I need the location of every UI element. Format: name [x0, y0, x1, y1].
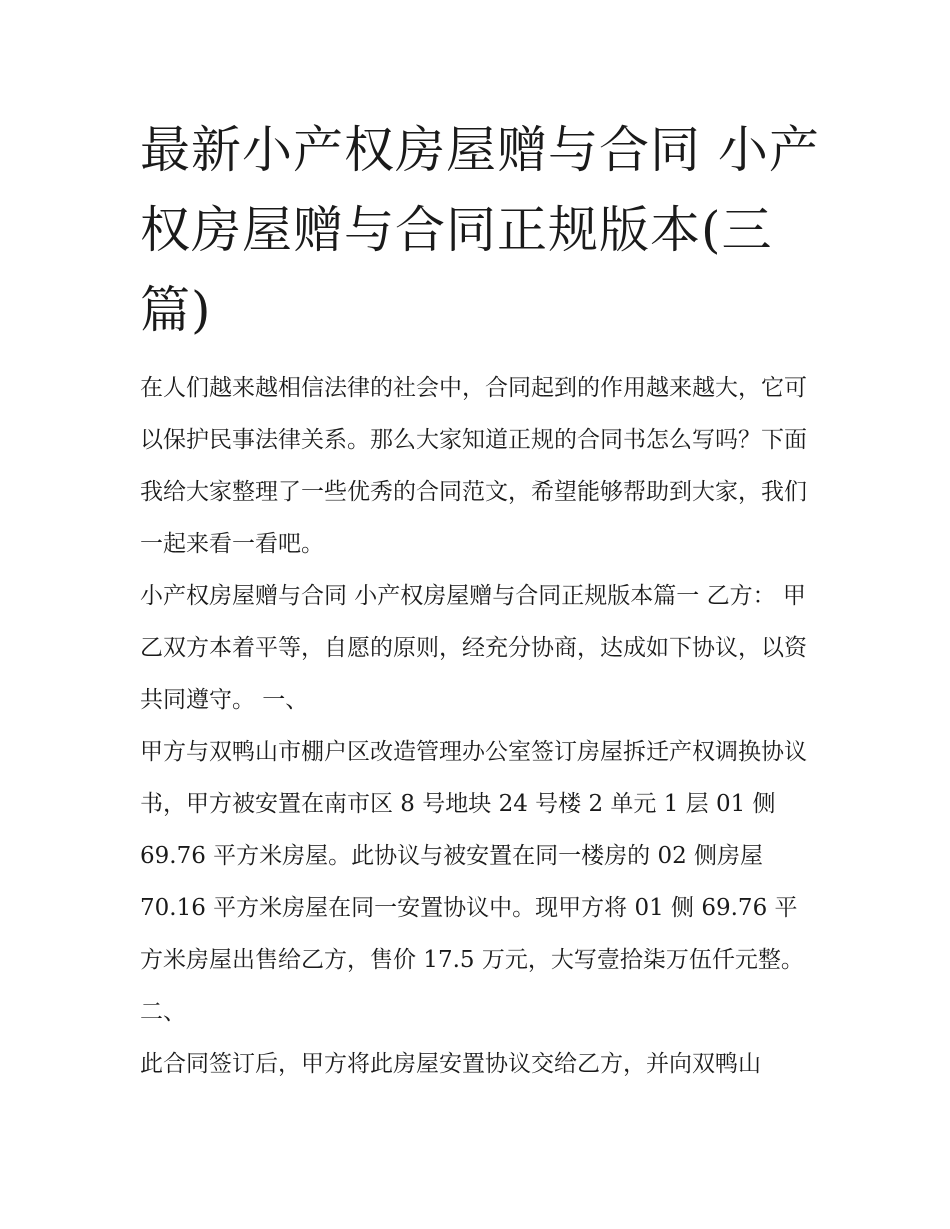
paragraph-clause-one: 甲方与双鸭山市棚户区改造管理办公室签订房屋拆迁产权调换协议书，甲方被安置在南市区 8 号地块 24 号楼 2 单元 1 层 01 侧 — [140, 739, 807, 817]
document-title: 最新小产权房屋赠与合同 小产权房屋赠与合同正规版本(三篇) — [140, 121, 820, 339]
document-page — [140, 110, 820, 1090]
paragraph-clause-one-continued: 69.76 平方米房屋。此协议与被安置在同一楼房的 02 侧房屋 70.16 平方米房屋在同一安置协议中。现甲方将 01 侧 69.76 平方米房屋出售给乙方，售价 17.5 万元，大写壹拾柒万伍仟元整。 二、 — [140, 843, 804, 1025]
document-body — [140, 362, 820, 1090]
paragraph-clause-two: 此合同签订后，甲方将此房屋安置协议交给乙方，并向双鸭山 — [140, 1051, 761, 1077]
paragraph-section-one-heading: 小产权房屋赠与合同 小产权房屋赠与合同正规版本篇一 乙方： 甲乙双方本着平等，自愿的原则，经充分协商，达成如下协议，以资共同遵守。 一、 — [140, 583, 807, 713]
paragraph-intro: 在人们越来越相信法律的社会中，合同起到的作用越来越大，它可以保护民事法律关系。那么大家知道正规的合同书怎么写吗？下面我给大家整理了一些优秀的合同范文，希望能够帮助到大家，我们一起来看一看吧。 — [140, 375, 807, 557]
